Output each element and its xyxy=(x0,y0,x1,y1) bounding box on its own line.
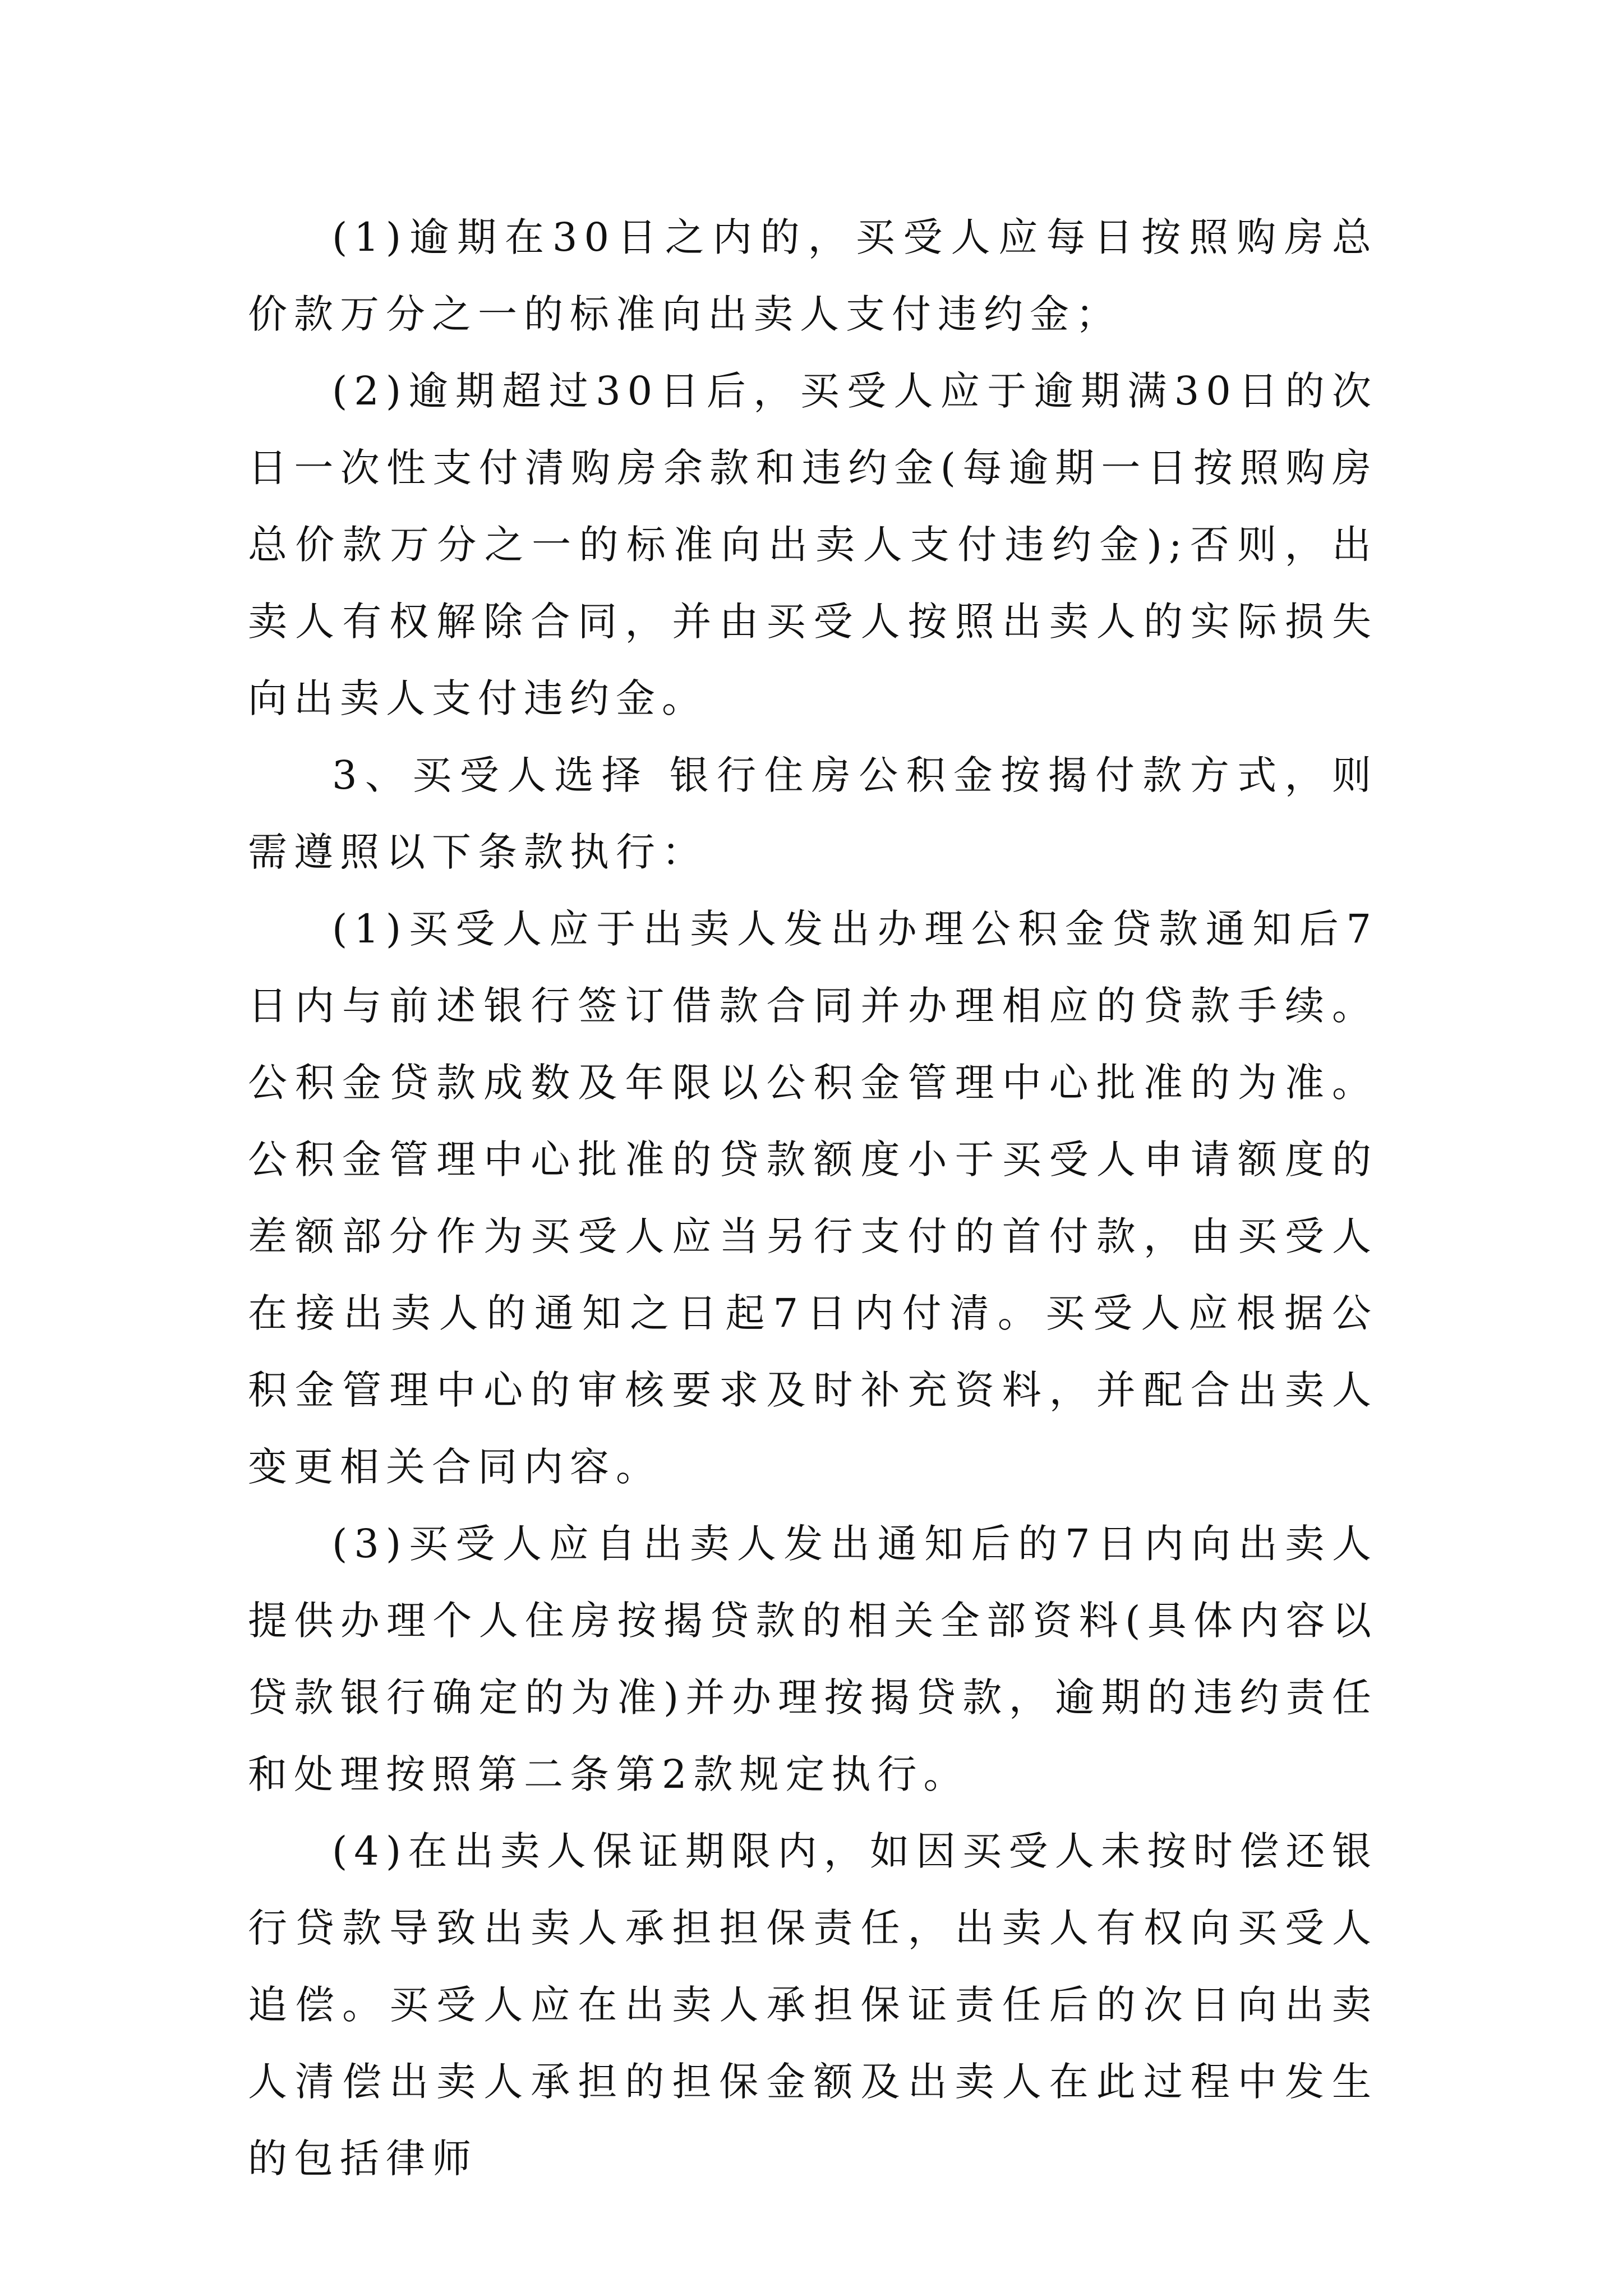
paragraph-mortgage-materials: (3)买受人应自出卖人发出通知后的7日内向出卖人提供办理个人住房按揭贷款的相关全部资料(具体内容以贷款银行确定的为准)并办理按揭贷款，逾期的违约责任和处理按照第二条第2款规定执行。 xyxy=(248,1521,1378,1797)
paragraph-overdue-within-30-days: (1)逾期在30日之内的，买受人应每日按照购房总价款万分之一的标准向出卖人支付违约金； xyxy=(248,214,1378,337)
paragraph-provident-fund-option: 3、买受人选择 银行住房公积金按揭付款方式，则需遵照以下条款执行： xyxy=(248,752,1378,875)
paragraph-loan-procedures: (1)买受人应于出卖人发出办理公积金贷款通知后7日内与前述银行签订借款合同并办理相应的贷款手续。公积金贷款成数及年限以公积金管理中心批准的为准。公积金管理中心批准的贷款额度小于买受人申请额度的差额部分作为买受人应当另行支付的首付款，由买受人在接出卖人的通知之日起7日内付清。买受人应根据公积金管理中心的审核要求及时补充资料，并配合出卖人变更相关合同内容。 xyxy=(248,906,1378,1490)
paragraph-overdue-over-30-days: (2)逾期超过30日后，买受人应于逾期满30日的次日一次性支付清购房余款和违约金(每逾期一日按照购房总价款万分之一的标准向出卖人支付违约金);否则，出卖人有权解除合同，并由买受人按照出卖人的实际损失向出卖人支付违约金。 xyxy=(248,368,1378,721)
paragraph-guarantee-recovery: (4)在出卖人保证期限内，如因买受人未按时偿还银行贷款导致出卖人承担担保责任，出卖人有权向买受人追偿。买受人应在出卖人承担保证责任后的次日向出卖人清偿出卖人承担的担保金额及出卖人在此过程中发生的包括律师 xyxy=(248,1828,1378,2182)
document-body xyxy=(248,199,1378,2197)
